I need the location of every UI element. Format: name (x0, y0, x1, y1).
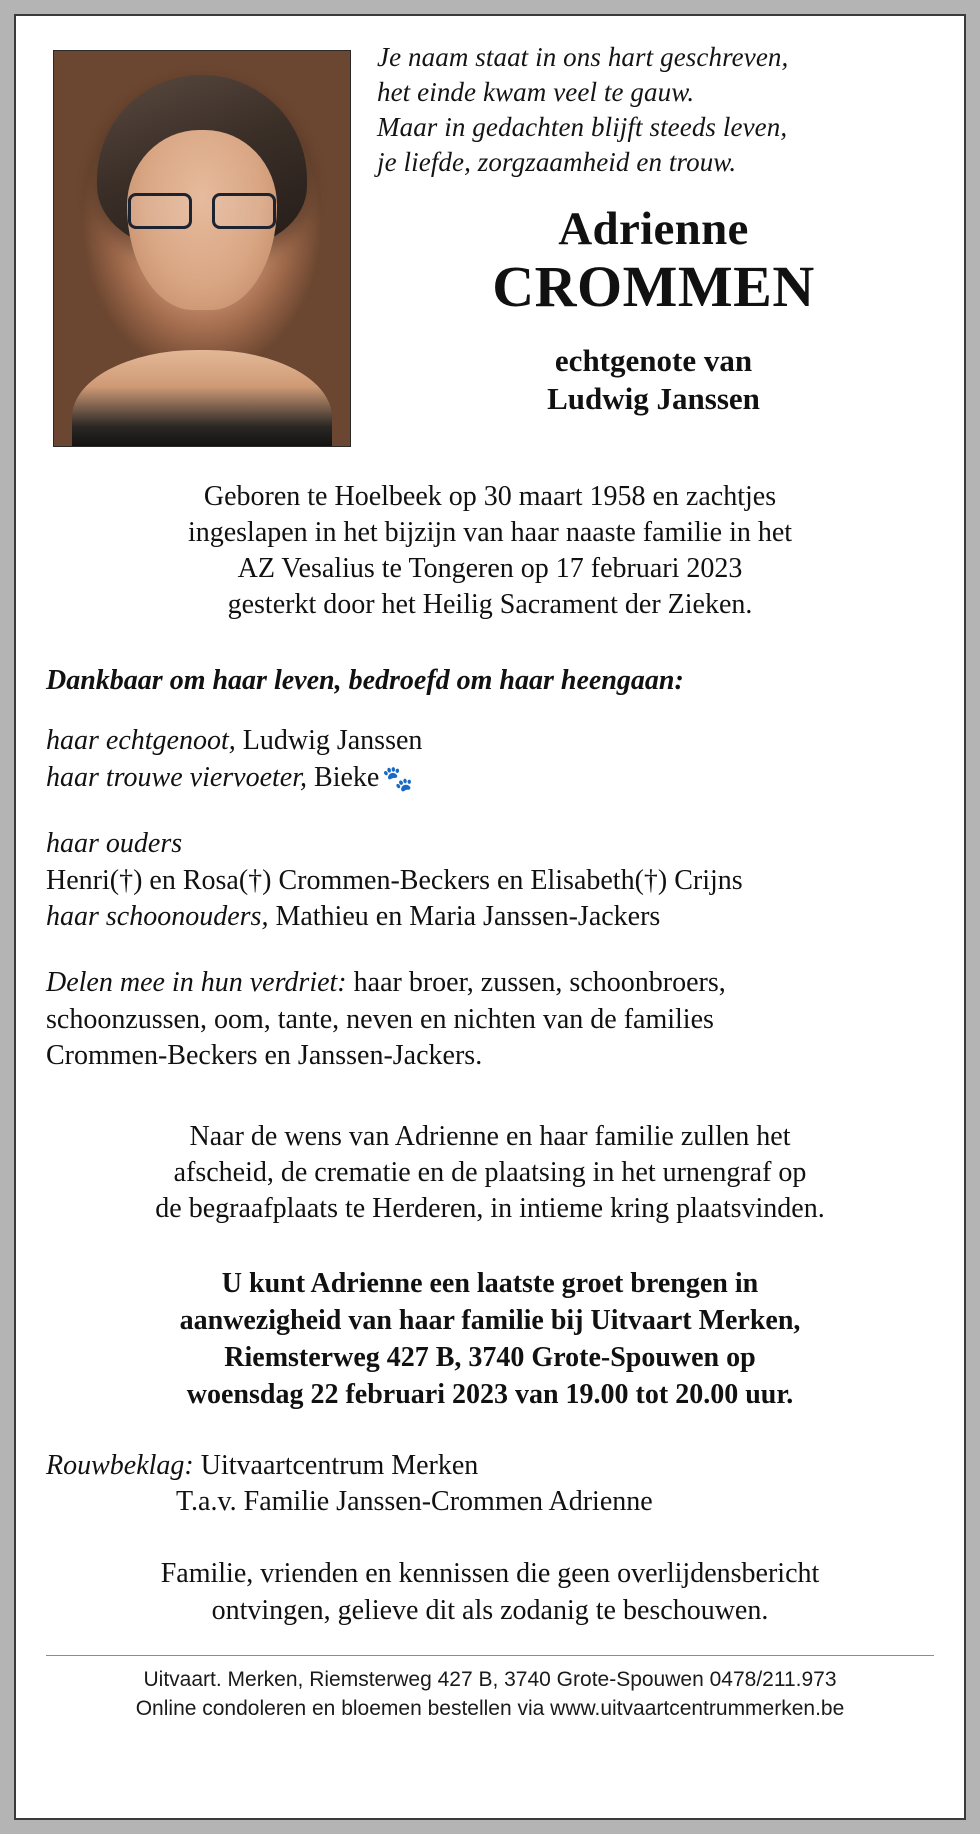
family-name: CROMMEN (492, 254, 815, 320)
gratitude-heading: Dankbaar om haar leven, bedroefd om haar heengaan: (46, 665, 684, 697)
given-name: Adrienne (558, 203, 749, 256)
parents-names: Henri(†) en Rosa(†) Crommen-Beckers en Elisabeth(†) Crijns (46, 864, 743, 896)
visitation-announcement (46, 1266, 934, 1414)
announcement-line: U kunt Adrienne een laatste groet brengen in (221, 1267, 759, 1299)
inlaws-row (46, 899, 934, 935)
relative-label: haar echtgenoot, (46, 725, 236, 757)
poem-line: Maar in gedachten blijft steeds leven, (377, 112, 788, 143)
closing-note (46, 1556, 934, 1629)
portrait-photo (53, 50, 351, 447)
relative-label: haar trouwe viervoeter, (46, 761, 308, 793)
portrait-photo-container (53, 50, 349, 447)
spouse-label: echtgenote van (554, 342, 753, 378)
relative-row (46, 723, 934, 759)
birth-death-line: gesterkt door het Heilig Sacrament der Zieken. (227, 589, 753, 621)
announcement-line: woensdag 22 februari 2023 van 19.00 tot 20.00 uur. (186, 1378, 794, 1410)
announcement-line: Riemsterweg 427 B, 3740 Grote-Spouwen op (224, 1341, 756, 1373)
sympathy-first-line (46, 965, 934, 1001)
header-text-column (349, 38, 934, 417)
birth-death-line: ingeslapen in het bijzijn van haar naaste familie in het (187, 517, 793, 549)
parents-section (46, 826, 934, 935)
ceremony-line: Naar de wens van Adrienne en haar familie zullen het (189, 1120, 791, 1152)
footer-website-line: Online condoleren en bloemen bestellen via www.uitvaartcentrummerken.be (135, 1697, 845, 1721)
condolence-row (46, 1448, 934, 1484)
footer-address-line: Uitvaart. Merken, Riemsterweg 427 B, 3740 Grote-Spouwen 0478/211.973 (143, 1668, 837, 1692)
photo-torso-shape (72, 350, 332, 446)
eyeglasses-icon (128, 193, 276, 227)
memorial-card (14, 14, 966, 1820)
ceremony-line: de begraafplaats te Herderen, in intieme kring plaatsvinden. (155, 1193, 825, 1225)
footer-divider (46, 1655, 934, 1656)
closing-line: Familie, vrienden en kennissen die geen overlijdensbericht (160, 1558, 820, 1590)
announcement-line: aanwezigheid van haar familie bij Uitvaart Merken, (179, 1304, 801, 1336)
funeral-home-footer (46, 1666, 934, 1724)
condolence-label: Rouwbeklag: (46, 1449, 194, 1481)
spouse-name: Ludwig Janssen (547, 380, 760, 416)
birth-death-line: AZ Vesalius te Tongeren op 17 februari 2023 (237, 553, 743, 585)
closing-line: ontvingen, gelieve dit als zodanig te beschouwen. (211, 1594, 769, 1626)
paw-print-icon: 🐾 (382, 765, 414, 793)
condolence-section (46, 1448, 934, 1521)
header-section (46, 38, 934, 447)
poem-line: Je naam staat in ons hart geschreven, (377, 42, 789, 72)
sympathy-label: Delen mee in hun verdriet: (46, 967, 347, 999)
sympathy-line: schoonzussen, oom, tante, neven en nichten van de families (46, 1003, 714, 1035)
memorial-poem (373, 40, 934, 180)
immediate-relatives-list (46, 723, 934, 796)
deceased-name (373, 203, 934, 320)
relative-names: Bieke (314, 761, 380, 793)
sympathy-line: Crommen-Beckers en Janssen-Jackers. (46, 1040, 483, 1072)
parents-label: haar ouders (46, 828, 183, 860)
relative-names: Ludwig Janssen (242, 725, 423, 757)
birth-death-info (46, 479, 934, 623)
relative-row (46, 760, 934, 796)
inlaws-names: Mathieu en Maria Janssen-Jackers (275, 901, 661, 932)
spouse-info (373, 342, 934, 418)
poem-line: je liefde, zorgzaamheid en trouw. (377, 147, 737, 178)
extended-family-section (46, 965, 934, 1074)
birth-death-line: Geboren te Hoelbeek op 30 maart 1958 en zachtjes (203, 481, 777, 512)
ceremony-line: afscheid, de crematie en de plaatsing in het urnengraf op (173, 1156, 807, 1188)
condolence-value: Uitvaartcentrum Merken (200, 1449, 479, 1481)
inlaws-label: haar schoonouders, (46, 901, 269, 932)
condolence-attention-line: T.a.v. Familie Janssen-Crommen Adrienne (176, 1485, 653, 1517)
ceremony-wishes (46, 1119, 934, 1228)
sympathy-line: haar broer, zussen, schoonbroers, (346, 967, 726, 999)
poem-line: het einde kwam veel te gauw. (377, 77, 695, 108)
